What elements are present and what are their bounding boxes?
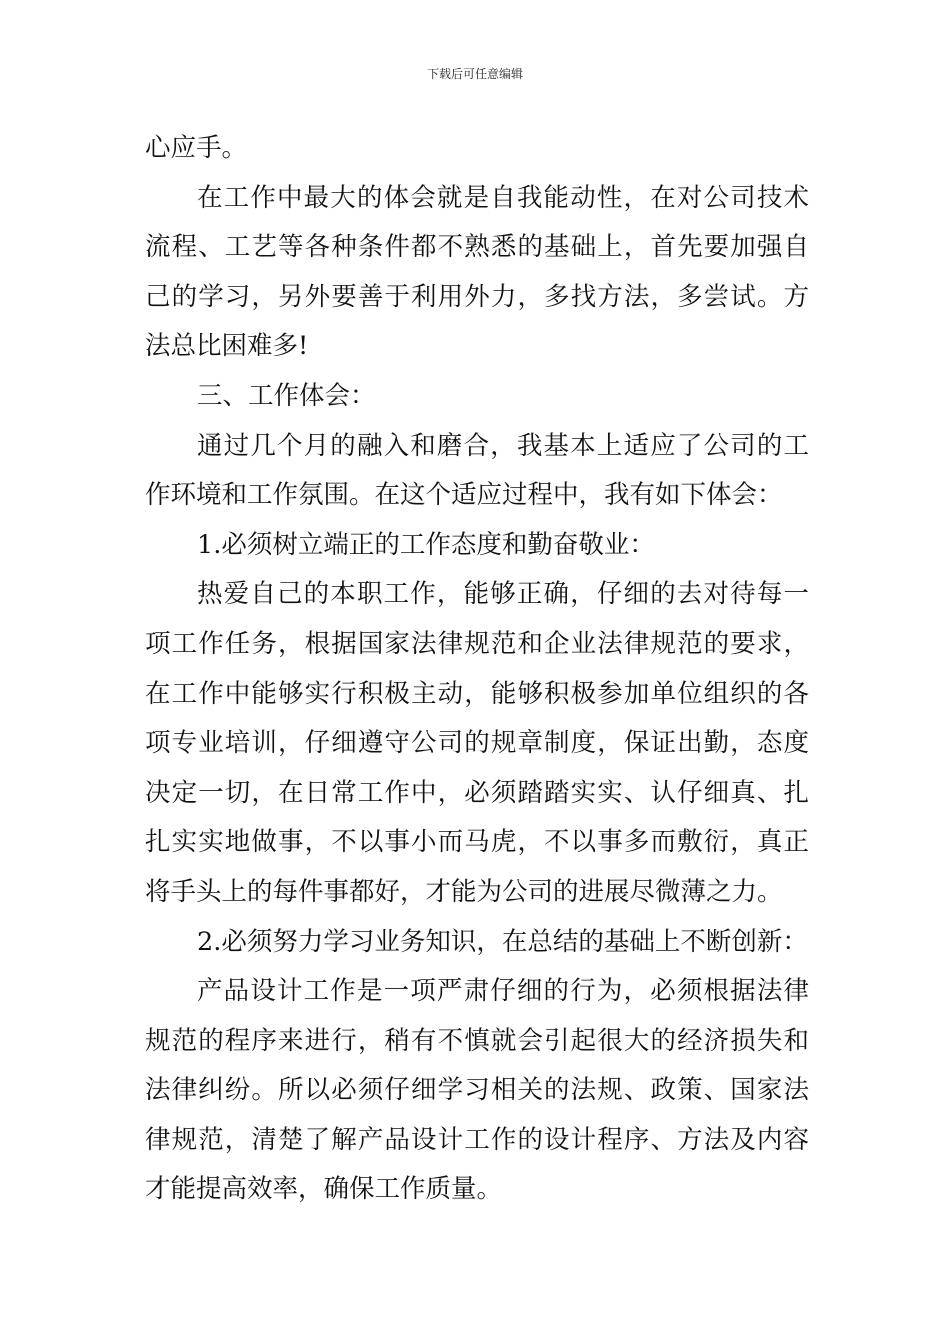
text-line: 才能提高效率，确保工作质量。 (145, 1174, 503, 1205)
text-line: 三、工作体会： (197, 380, 376, 411)
text-line: 在工作中最大的体会就是自我能动性，在对公司技术 (197, 182, 809, 213)
text-line: 律规范，清楚了解产品设计工作的设计程序、方法及内容 (145, 1124, 809, 1155)
text-line: 在工作中能够实行积极主动，能够积极参加单位组织的各 (145, 678, 809, 709)
text-line: 项工作任务，根据国家法律规范和企业法律规范的要求， (145, 628, 809, 659)
text-line: 热爱自己的本职工作，能够正确，仔细的去对待每一 (197, 579, 809, 610)
text-line: 规范的程序来进行，稍有不慎就会引起很大的经济损失和 (145, 1025, 809, 1056)
text-line: 己的学习，另外要善于利用外力，多找方法，多尝试。方 (145, 281, 809, 312)
text-line: 项专业培训，仔细遵守公司的规章制度，保证出勤，态度 (145, 728, 809, 759)
text-line: 通过几个月的融入和磨合，我基本上适应了公司的工 (197, 430, 809, 461)
text-line: 法总比困难多! (145, 331, 309, 362)
text-line: 将手头上的每件事都好，才能为公司的进展尽微薄之力。 (145, 876, 783, 907)
text-line: 2.必须努力学习业务知识，在总结的基础上不断创新： (197, 926, 808, 957)
text-line: 产品设计工作是一项严肃仔细的行为，必须根据法律 (197, 976, 809, 1007)
text-line: 作环境和工作氛围。在这个适应过程中，我有如下体会： (145, 480, 783, 511)
document-body (145, 124, 809, 1215)
text-line: 心应手。 (145, 133, 248, 163)
text-line: 法律纠纷。所以必须仔细学习相关的法规、政策、国家法 (145, 1075, 809, 1106)
page-header-note: 下载后可任意编辑 (426, 67, 523, 81)
text-line: 决定一切，在日常工作中，必须踏踏实实、认仔细真、扎 (145, 777, 809, 808)
text-line: 1.必须树立端正的工作态度和勤奋敬业： (197, 529, 655, 560)
text-line: 流程、工艺等各种条件都不熟悉的基础上，首先要加强自 (145, 232, 809, 263)
text-line: 扎实实地做事，不以事小而马虎，不以事多而敷衍，真正 (145, 827, 809, 858)
